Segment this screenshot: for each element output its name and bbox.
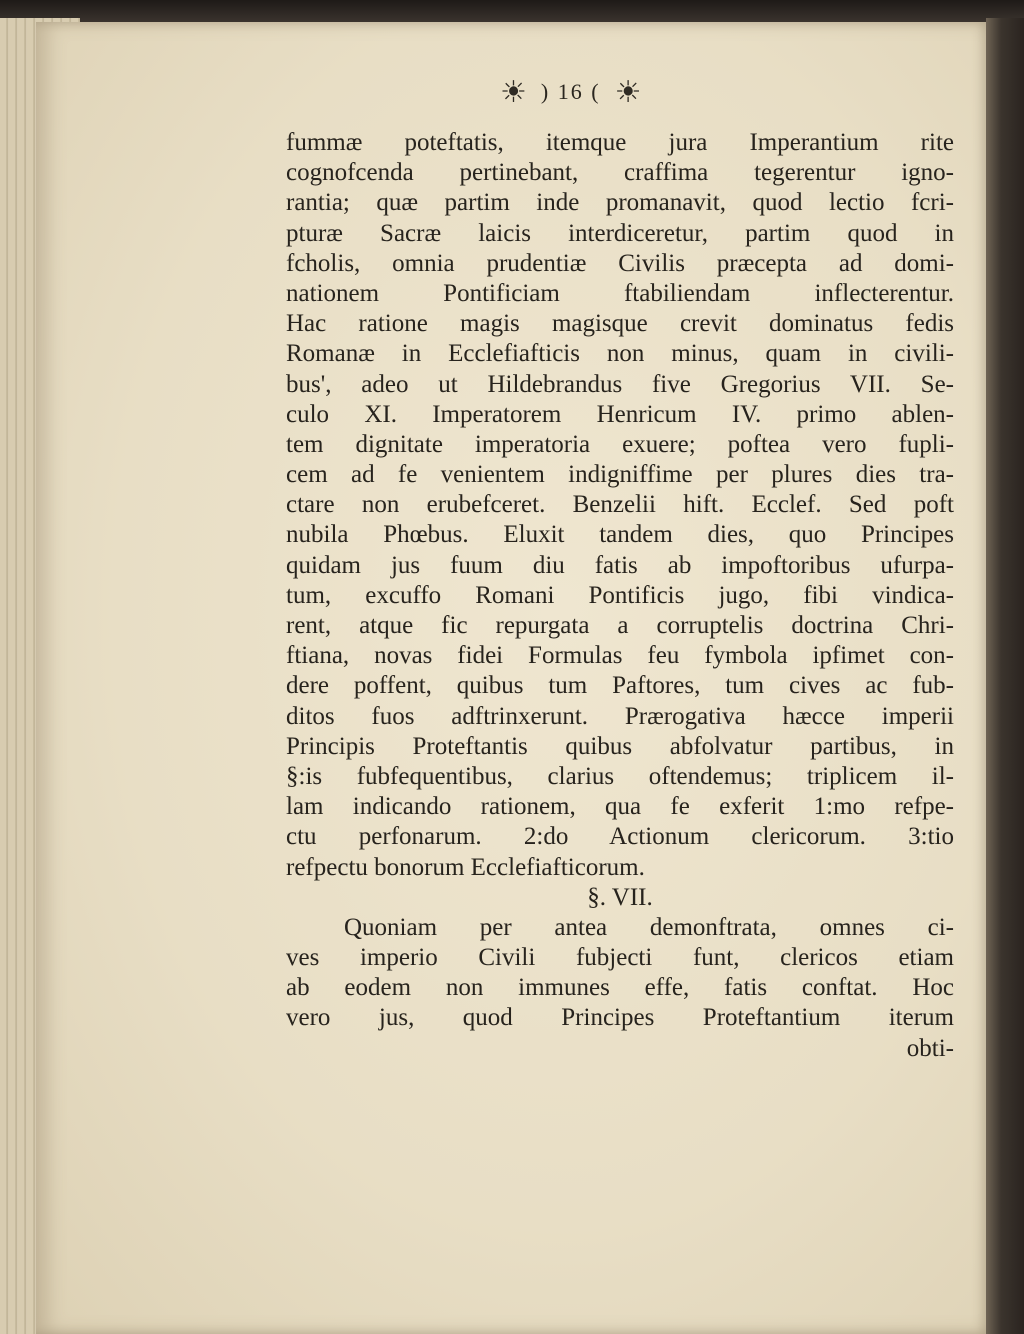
page-text [286, 128, 954, 1064]
text-line: tem dignitate imperatoria exuere; poftea vero fupli- [286, 430, 954, 458]
text-line: Principis Proteftantis quibus abfolvatur partibus, in [286, 732, 954, 760]
text-line: Romanæ in Ecclefiafticis non minus, quam in civili- [286, 340, 954, 368]
text-line: pturæ Sacræ laicis interdiceretur, partim quod in [286, 219, 954, 247]
page-number: ) 16 ( [540, 79, 601, 104]
text-line: ctu perfonarum. 2:do Actionum clericorum. 3:tio [286, 823, 954, 851]
text-line: rantia; quæ partim inde promanavit, quod lectio fcri- [286, 189, 954, 217]
text-line: fcholis, omnia prudentiæ Civilis præcepta ad domi- [286, 249, 954, 277]
text-line: ftiana, novas fidei Formulas feu fymbola ipfimet con- [286, 642, 954, 670]
text-line: ves imperio Civili fubjecti funt, clericos etiam [286, 944, 954, 972]
catchword: obti- [906, 1034, 954, 1062]
ornament-left-icon: ☀ [500, 75, 527, 109]
text-line: quidam jus fuum diu fatis ab impoftoribus ufurpa- [286, 551, 954, 579]
text-line: rent, atque fic repurgata a corruptelis doctrina Chri- [286, 612, 954, 639]
text-line: vero jus, quod Principes Proteftantium iterum [286, 1004, 954, 1032]
text-line: nationem Pontificiam ftabiliendam inflecterentur. [286, 279, 954, 307]
text-line: cem ad fe venientem indigniffime per plures dies tra- [286, 461, 954, 489]
text-line: nubila Phœbus. Eluxit tandem dies, quo Principes [286, 521, 954, 549]
book-top-edge [0, 0, 1024, 22]
text-line: ab eodem non immunes effe, fatis conftat. Hoc [286, 974, 954, 1002]
text-line: lam indicando rationem, qua fe exferit 1:mo refpe- [286, 793, 954, 821]
text-line: ditos fuos adftrinxerunt. Prærogativa hæcce imperii [286, 702, 954, 730]
text-line: tum, excuffo Romani Pontificis jugo, fibi vindica- [286, 581, 954, 609]
text-line: culo XI. Imperatorem Henricum IV. primo ablen- [286, 400, 954, 428]
text-line: ctare non erubefceret. Benzelii hift. Ecclef. Sed poft [286, 491, 954, 519]
text-line: refpectu bonorum Ecclefiafticorum. [286, 853, 645, 881]
text-line: Quoniam per antea demonftrata, omnes ci- [344, 913, 954, 941]
ornament-right-icon: ☀ [614, 75, 642, 109]
text-line: bus', adeo ut Hildebrandus five Gregorius VII. Se- [286, 370, 954, 398]
text-line: dere poffent, quibus tum Paftores, tum cives ac fub- [286, 672, 954, 700]
text-line: cognofcenda pertinebant, craffima tegerentur igno- [286, 159, 954, 187]
text-line: fummæ poteftatis, itemque jura Imperantium rite [286, 129, 954, 156]
text-line: §:is fubfequentibus, clarius oftendemus; triplicem il- [286, 762, 954, 790]
text-line: Hac ratione magis magisque crevit dominatus fedis [286, 310, 954, 338]
book-right-edge [986, 18, 1024, 1334]
running-header [500, 72, 641, 112]
section-heading: §. VII. [587, 883, 653, 911]
